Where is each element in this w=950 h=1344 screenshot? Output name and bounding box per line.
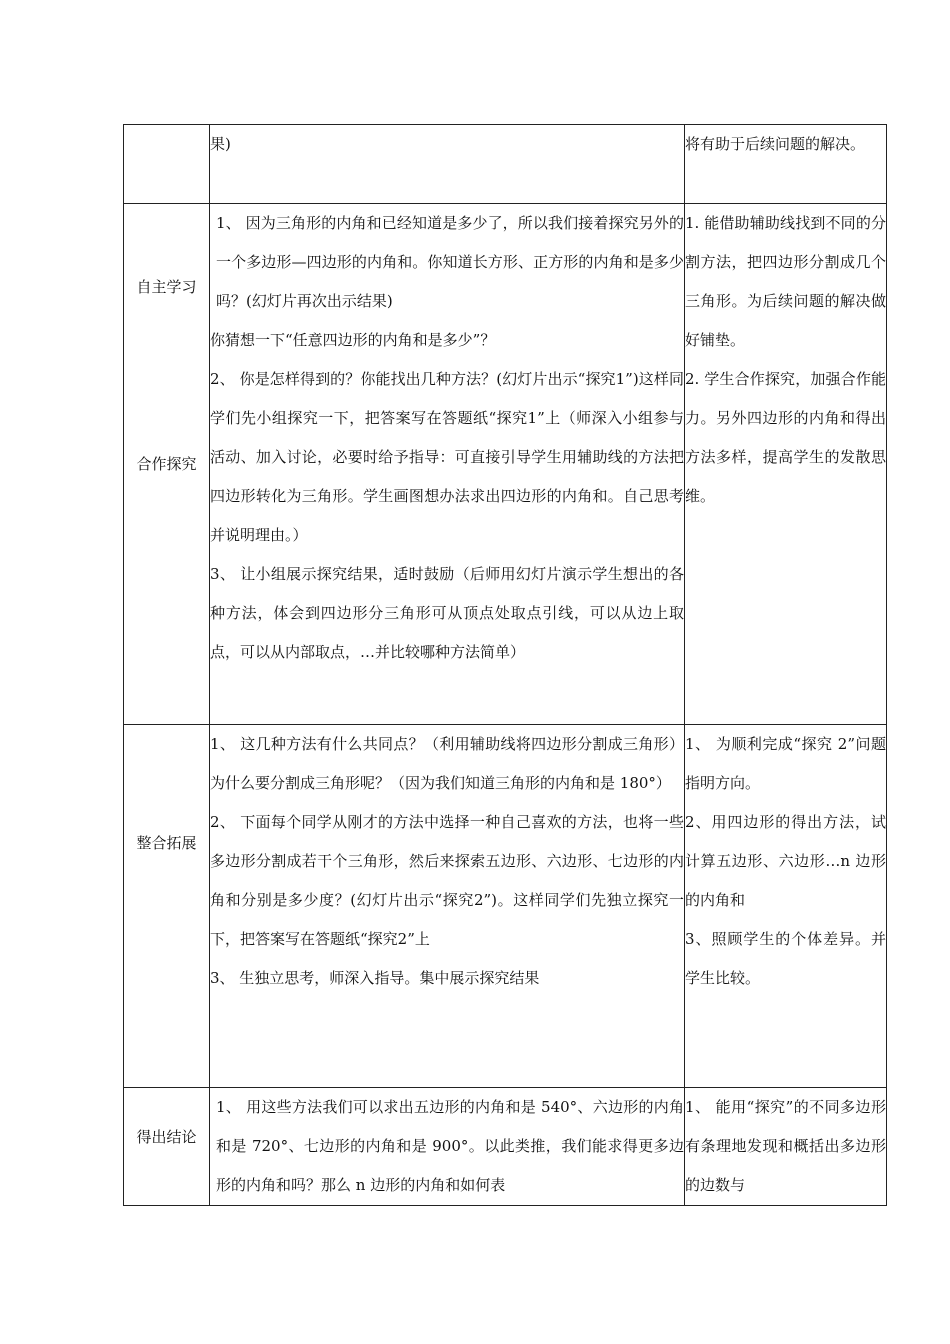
- stage-cell: [124, 125, 210, 204]
- table-row: [124, 1088, 887, 1206]
- note-cell: [685, 725, 887, 1088]
- content-paragraph: 3、 生独立思考，师深入指导。集中展示探究结果: [210, 969, 540, 987]
- content-paragraph: 2、 你是怎样得到的？你能找出几种方法？(幻灯片出示“探究1”)这样同学们先小组探究一下，把答案写在答题纸“探究1”上（师深入小组参与活动、加入讨论，必要时给予指导：可直接引导学生用辅助线的方法把四边形转化为三角形。学生画图想办法求出四边形的内角和。自己思考并说明理由。）: [210, 370, 684, 544]
- content-cell: [210, 725, 685, 1088]
- stage-cell: [124, 1088, 210, 1206]
- table-row: [124, 204, 887, 725]
- note-paragraph: 1. 能借助辅助线找到不同的分割方法，把四边形分割成几个三角形。为后续问题的解决做好铺垫。: [685, 214, 886, 349]
- note-cell: [685, 204, 887, 725]
- content-paragraph: 1、 这几种方法有什么共同点？（利用辅助线将四边形分割成三角形）为什么要分割成三角形呢？（因为我们知道三角形的内角和是 180°）: [210, 735, 684, 792]
- note-paragraph: 2. 学生合作探究，加强合作能力。另外四边形的内角和得出方法多样，提高学生的发散思维。: [685, 370, 886, 505]
- table-row: [124, 725, 887, 1088]
- note-cell: [685, 1088, 887, 1206]
- content-paragraph: 果): [210, 135, 231, 153]
- content-cell: [210, 204, 685, 725]
- content-cell: [210, 125, 685, 204]
- note-paragraph: 1、 能用“探究”的不同多边形有条理地发现和概括出多边形的边数与: [685, 1098, 886, 1194]
- stage-label: 整合拓展: [136, 834, 197, 852]
- table-row: [124, 125, 887, 204]
- content-paragraph: 1、 用这些方法我们可以求出五边形的内角和是 540°、六边形的内角和是 720°、七边形的内角和是 900°。以此类推，我们能求得更多边形的内角和吗？那么 n 边形的内角和如何表: [216, 1098, 684, 1194]
- lesson-plan-table: [123, 124, 887, 1206]
- stage-label: 合作探究: [136, 455, 197, 473]
- note-cell: [685, 125, 887, 204]
- stage-label: 自主学习: [136, 278, 197, 296]
- note-paragraph: 将有助于后续问题的解决。: [685, 135, 866, 153]
- content-paragraph: 3、 让小组展示探究结果，适时鼓励（后师用幻灯片演示学生想出的各种方法，体会到四边形分三角形可从顶点处取点引线，可以从边上取点，可以从内部取点，…并比较哪种方法简单）: [210, 565, 684, 661]
- content-paragraph: 你猜想一下“任意四边形的内角和是多少”？: [210, 331, 496, 349]
- content-cell: [210, 1088, 685, 1206]
- content-paragraph: 2、 下面每个同学从刚才的方法中选择一种自己喜欢的方法，也将一些多边形分割成若干个三角形，然后来探索五边形、六边形、七边形的内角和分别是多少度？(幻灯片出示“探究2”)。这样同学们先独立探究一下，把答案写在答题纸“探究2”上: [210, 813, 684, 948]
- note-paragraph: 1、 为顺利完成“探究 2”问题指明方向。: [685, 735, 886, 792]
- stage-cell: [124, 725, 210, 1088]
- content-paragraph: 1、 因为三角形的内角和已经知道是多少了，所以我们接着探究另外的一个多边形—四边形的内角和。你知道长方形、正方形的内角和是多少吗？(幻灯片再次出示结果): [216, 214, 684, 310]
- stage-cell: [124, 204, 210, 725]
- note-paragraph: 2、用四边形的得出方法，试计算五边形、六边形…n 边形的内角和: [685, 813, 886, 909]
- stage-label: 得出结论: [136, 1128, 197, 1146]
- note-paragraph: 3、照顾学生的个体差异。并学生比较。: [685, 930, 886, 987]
